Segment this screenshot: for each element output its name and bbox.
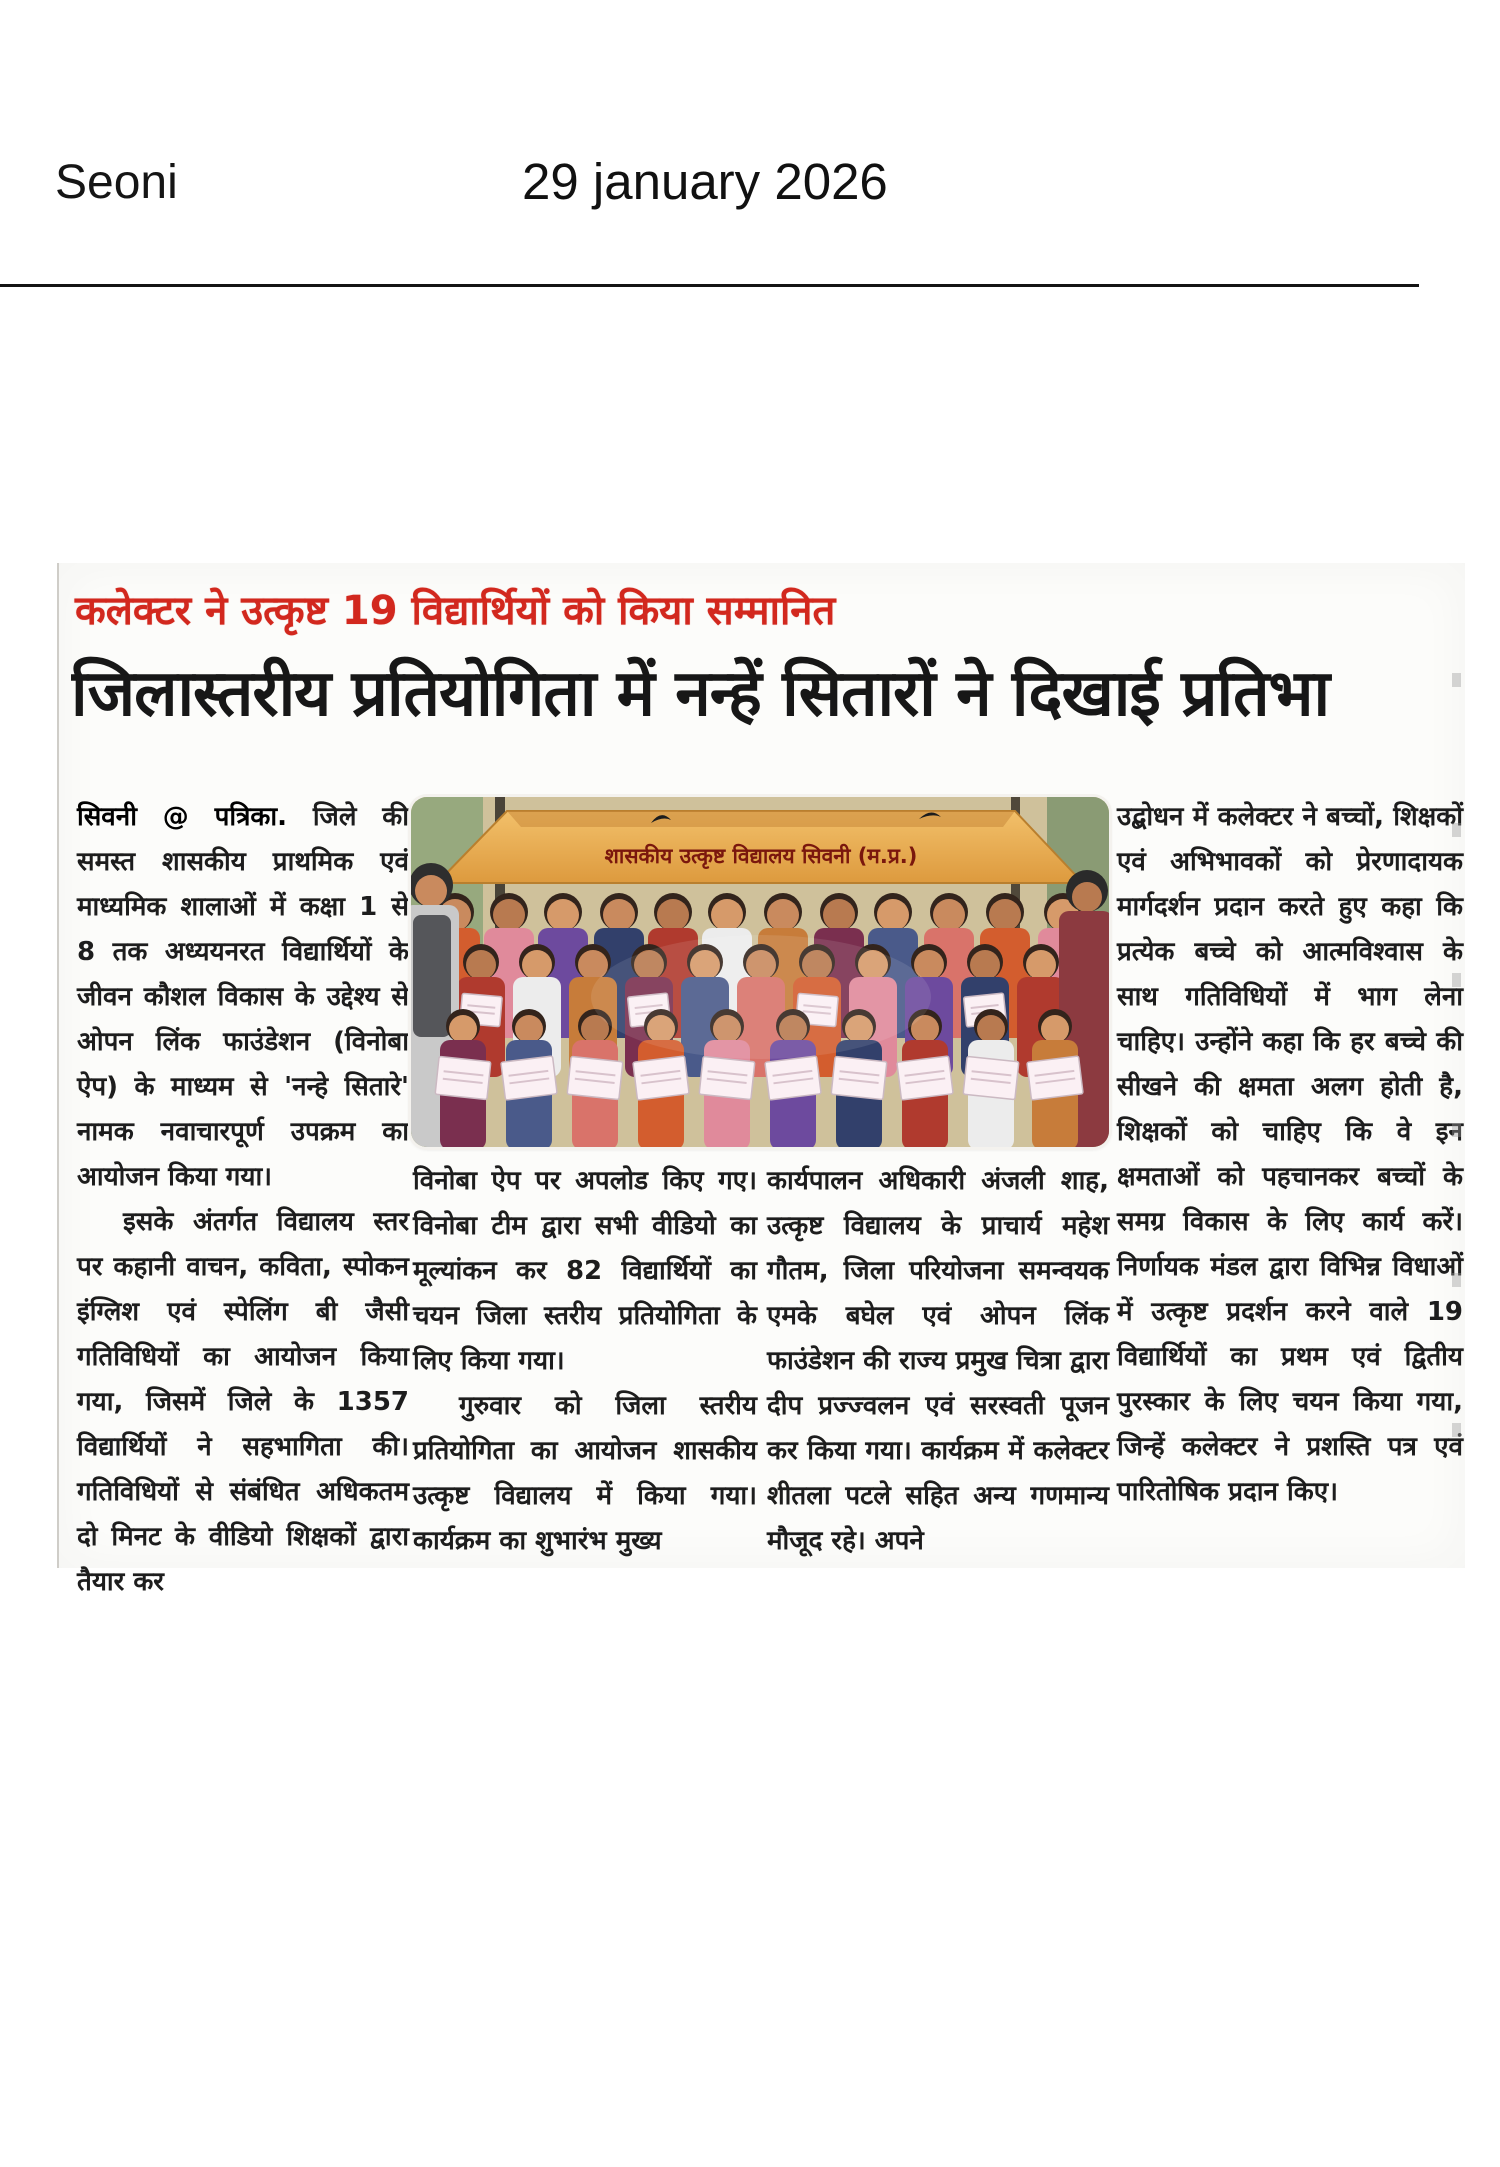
article-headline: जिलास्तरीय प्रतियोगिता में नन्हें सितारों ने दिखाई प्रतिभा <box>71 656 1330 731</box>
dateline: सिवनी @ पत्रिका. <box>77 802 287 832</box>
date-label: 29 january 2026 <box>522 153 888 210</box>
location-label: Seoni <box>55 156 178 209</box>
article-column-3 <box>767 1159 1109 1567</box>
article-column-1 <box>77 795 409 1597</box>
header-rule <box>0 284 1419 287</box>
article-column-2 <box>413 1159 757 1567</box>
paragraph-6: उद्बोधन में कलेक्टर ने बच्चों, शिक्षकों एवं अभिभावकों को प्रेरणादायक मार्गदर्शन प्रदान करते हुए कहा कि प्रत्येक बच्चे को आत्मविश्वास के साथ गतिविधियों में भाग लेना चाहिए। उन्होंने कहा कि हर बच्चे की सीखने की क्षमता अलग होती है, शिक्षकों को चाहिए कि वे इन क्षमताओं को पहचानकर बच्चों के समग्र विकास के लिए कार्य करें। निर्णायक मंडल द्वारा विभिन्न विधाओं में उत्कृष्ट प्रदर्शन करने वाले 19 विद्यार्थियों का प्रथम एवं द्वितीय पुरस्कार के लिए चयन किया गया, जिन्हें कलेक्टर ने प्रशस्ति पत्र एवं पारितोषिक प्रदान किए। <box>1117 802 1463 1507</box>
page-header <box>0 0 1500 290</box>
paragraph-3: विनोबा ऐप पर अपलोड किए गए। विनोबा टीम द्वारा सभी वीडियो का मूल्यांकन कर 82 विद्यार्थियों का चयन जिला स्तरीय प्रतियोगिता के लिए किया गया। <box>413 1166 757 1376</box>
paragraph-5: कार्यपालन अधिकारी अंजली शाह, उत्कृष्ट विद्यालय के प्राचार्य महेश गौतम, जिला परियोजना समन्वयक एमके बघेल एवं ओपन लिंक फाउंडेशन की राज्य प्रमुख चित्रा द्वारा दीप प्रज्ज्वलन एवं सरस्वती पूजन कर किया गया। कार्यक्रम में कलेक्टर शीतला पटले सहित अन्य गणमान्य मौजूद रहे। अपने <box>767 1166 1109 1556</box>
svg-text:शासकीय उत्कृष्ट विद्यालय सिवनी: शासकीय उत्कृष्ट विद्यालय सिवनी (म.प्र.) <box>604 844 918 868</box>
article-column-4 <box>1117 795 1463 1567</box>
article-kicker: कलेक्टर ने उत्कृष्ट 19 विद्यार्थियों को किया सम्मानित <box>75 588 836 634</box>
crowd-photo-illustration <box>411 797 1109 1147</box>
paragraph-1-text: जिले की समस्त शासकीय प्राथमिक एवं माध्यमिक शालाओं में कक्षा 1 से 8 तक अध्ययनरत विद्यार्थियों के जीवन कौशल विकास के उद्देश्य से ओपन लिंक फाउंडेशन (विनोबा ऐप) के माध्यम से 'नन्हे सितारे' नामक नवाचारपूर्ण उपक्रम का आयोजन किया गया। <box>77 802 409 1192</box>
article-photo <box>411 797 1109 1147</box>
news-clipping <box>57 563 1465 1597</box>
scan-edge-artifacts <box>1452 673 1461 1493</box>
paragraph-1 <box>77 795 409 1200</box>
paragraph-2: इसके अंतर्गत विद्यालय स्तर पर कहानी वाचन, कविता, स्पोकन इंग्लिश एवं स्पेलिंग बी जैसी गतिविधियों का आयोजन किया गया, जिसमें जिले के 1357 विद्यार्थियों ने सहभागिता की। गतिविधियों से संबंधित अधिकतम दो मिनट के वीडियो शिक्षकों द्वारा तैयार कर <box>77 1207 409 1597</box>
paragraph-4: गुरुवार को जिला स्तरीय प्रतियोगिता का आयोजन शासकीय उत्कृष्ट विद्यालय में किया गया। कार्यक्रम का शुभारंभ मुख्य <box>413 1391 757 1556</box>
